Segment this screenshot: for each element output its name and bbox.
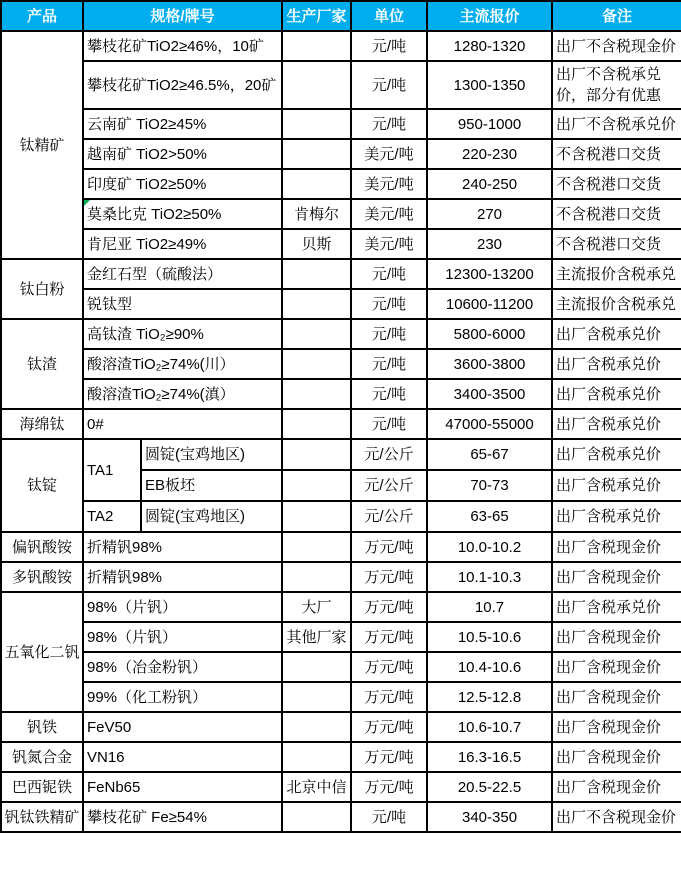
unit-cell: 万元/吨 xyxy=(351,532,427,562)
unit-cell: 元/吨 xyxy=(351,289,427,319)
note-cell: 不含税港口交货 xyxy=(552,139,681,169)
unit-cell: 元/吨 xyxy=(351,319,427,349)
unit-cell: 万元/吨 xyxy=(351,592,427,622)
table-row xyxy=(1,712,681,742)
maker-cell xyxy=(282,379,351,409)
spec-cell: 圆锭(宝鸡地区) xyxy=(141,501,282,532)
note-cell: 出厂不含税承兑价，部分有优惠 xyxy=(552,61,681,109)
note-cell: 不含税港口交货 xyxy=(552,199,681,229)
price-cell: 10.1-10.3 xyxy=(427,562,552,592)
spec-cell: 0# xyxy=(83,409,282,439)
product-cell: 多钒酸铵 xyxy=(1,562,83,592)
unit-cell: 元/吨 xyxy=(351,409,427,439)
note-cell: 出厂含税现金价 xyxy=(552,742,681,772)
maker-cell: 贝斯 xyxy=(282,229,351,259)
maker-cell xyxy=(282,501,351,532)
table-row xyxy=(1,31,681,61)
grade-cell: TA1 xyxy=(83,439,141,501)
grade-cell: TA2 xyxy=(83,501,141,532)
note-cell: 出厂含税现金价 xyxy=(552,652,681,682)
spec-cell: 肯尼亚 TiO2≥49% xyxy=(83,229,282,259)
col-header-unit: 单位 xyxy=(351,1,427,31)
price-cell: 3400-3500 xyxy=(427,379,552,409)
table-row xyxy=(1,349,681,379)
table-row xyxy=(1,592,681,622)
price-cell: 230 xyxy=(427,229,552,259)
maker-cell xyxy=(282,169,351,199)
note-cell: 不含税港口交货 xyxy=(552,229,681,259)
price-cell: 70-73 xyxy=(427,470,552,501)
maker-cell xyxy=(282,139,351,169)
spec-cell: 印度矿 TiO2≥50% xyxy=(83,169,282,199)
maker-cell xyxy=(282,802,351,832)
note-cell: 出厂含税承兑价 xyxy=(552,409,681,439)
price-cell: 20.5-22.5 xyxy=(427,772,552,802)
note-cell: 出厂含税现金价 xyxy=(552,772,681,802)
note-cell: 出厂含税现金价 xyxy=(552,622,681,652)
product-cell: 钛精矿 xyxy=(1,31,83,259)
spec-cell: VN16 xyxy=(83,742,282,772)
unit-cell: 万元/吨 xyxy=(351,742,427,772)
product-cell: 偏钒酸铵 xyxy=(1,532,83,562)
col-header-maker: 生产厂家 xyxy=(282,1,351,31)
price-cell: 12.5-12.8 xyxy=(427,682,552,712)
product-cell: 巴西铌铁 xyxy=(1,772,83,802)
note-cell: 出厂含税承兑价 xyxy=(552,439,681,470)
price-cell: 220-230 xyxy=(427,139,552,169)
price-cell: 1300-1350 xyxy=(427,61,552,109)
maker-cell xyxy=(282,319,351,349)
spec-cell xyxy=(83,199,282,229)
price-cell: 65-67 xyxy=(427,439,552,470)
maker-cell xyxy=(282,532,351,562)
spec-cell: 云南矿 TiO2≥45% xyxy=(83,109,282,139)
maker-cell xyxy=(282,109,351,139)
maker-cell xyxy=(282,289,351,319)
price-cell: 47000-55000 xyxy=(427,409,552,439)
spec-cell: 圆锭(宝鸡地区) xyxy=(141,439,282,470)
maker-cell xyxy=(282,349,351,379)
maker-cell: 肯梅尔 xyxy=(282,199,351,229)
unit-cell: 元/吨 xyxy=(351,109,427,139)
note-cell: 主流报价含税承兑 xyxy=(552,259,681,289)
price-cell: 12300-13200 xyxy=(427,259,552,289)
table-row xyxy=(1,109,681,139)
product-cell: 钛渣 xyxy=(1,319,83,409)
maker-cell: 其他厂家 xyxy=(282,622,351,652)
price-cell: 240-250 xyxy=(427,169,552,199)
price-cell: 950-1000 xyxy=(427,109,552,139)
unit-cell: 万元/吨 xyxy=(351,562,427,592)
unit-cell: 元/吨 xyxy=(351,61,427,109)
table-row xyxy=(1,562,681,592)
col-header-note: 备注 xyxy=(552,1,681,31)
note-cell: 主流报价含税承兑 xyxy=(552,289,681,319)
spec-cell: 折精钒98% xyxy=(83,532,282,562)
note-cell: 出厂含税现金价 xyxy=(552,712,681,742)
note-cell: 出厂含税承兑价 xyxy=(552,470,681,501)
note-cell: 出厂不含税现金价 xyxy=(552,31,681,61)
unit-cell: 元/公斤 xyxy=(351,439,427,470)
table-row xyxy=(1,289,681,319)
maker-cell xyxy=(282,409,351,439)
unit-cell: 元/吨 xyxy=(351,31,427,61)
price-cell: 3600-3800 xyxy=(427,349,552,379)
price-cell: 5800-6000 xyxy=(427,319,552,349)
product-cell: 钒铁 xyxy=(1,712,83,742)
table-row xyxy=(1,229,681,259)
spec-cell: 金红石型（硫酸法） xyxy=(83,259,282,289)
col-header-product: 产品 xyxy=(1,1,83,31)
note-cell: 出厂含税承兑价 xyxy=(552,379,681,409)
product-cell: 钒钛铁精矿 xyxy=(1,802,83,832)
product-cell: 钛锭 xyxy=(1,439,83,532)
price-cell: 16.3-16.5 xyxy=(427,742,552,772)
unit-cell: 美元/吨 xyxy=(351,169,427,199)
table-row xyxy=(1,682,681,712)
unit-cell: 元/公斤 xyxy=(351,470,427,501)
unit-cell: 万元/吨 xyxy=(351,622,427,652)
unit-cell: 元/吨 xyxy=(351,259,427,289)
maker-cell: 大厂 xyxy=(282,592,351,622)
maker-cell xyxy=(282,439,351,470)
spec-cell: 折精钒98% xyxy=(83,562,282,592)
note-cell: 出厂含税承兑价 xyxy=(552,592,681,622)
table-row xyxy=(1,169,681,199)
table-row xyxy=(1,532,681,562)
table-row xyxy=(1,622,681,652)
table-row xyxy=(1,409,681,439)
unit-cell: 元/公斤 xyxy=(351,501,427,532)
spec-cell: 高钛渣 TiO₂≥90% xyxy=(83,319,282,349)
note-cell: 出厂含税承兑价 xyxy=(552,349,681,379)
table-row xyxy=(1,139,681,169)
cell-comment-indicator xyxy=(84,200,90,206)
table-row xyxy=(1,802,681,832)
note-cell: 出厂含税现金价 xyxy=(552,532,681,562)
maker-cell xyxy=(282,470,351,501)
unit-cell: 万元/吨 xyxy=(351,682,427,712)
maker-cell: 北京中信 xyxy=(282,772,351,802)
product-cell: 钛白粉 xyxy=(1,259,83,319)
price-cell: 10600-11200 xyxy=(427,289,552,319)
spec-cell: 酸溶渣TiO₂≥74%(川） xyxy=(83,349,282,379)
price-cell: 10.5-10.6 xyxy=(427,622,552,652)
unit-cell: 元/吨 xyxy=(351,802,427,832)
spec-cell: 锐钛型 xyxy=(83,289,282,319)
maker-cell xyxy=(282,742,351,772)
price-cell: 270 xyxy=(427,199,552,229)
product-cell: 五氧化二钒 xyxy=(1,592,83,712)
price-cell: 1280-1320 xyxy=(427,31,552,61)
maker-cell xyxy=(282,61,351,109)
spec-cell: 98%（片钒） xyxy=(83,622,282,652)
unit-cell: 万元/吨 xyxy=(351,712,427,742)
table-row xyxy=(1,379,681,409)
spec-cell: 攀枝花矿 Fe≥54% xyxy=(83,802,282,832)
maker-cell xyxy=(282,259,351,289)
price-cell: 340-350 xyxy=(427,802,552,832)
note-cell: 不含税港口交货 xyxy=(552,169,681,199)
spec-cell: 98%（冶金粉钒） xyxy=(83,652,282,682)
maker-cell xyxy=(282,712,351,742)
spec-cell: 酸溶渣TiO₂≥74%(滇） xyxy=(83,379,282,409)
header-row xyxy=(1,1,681,31)
spec-cell: 99%（化工粉钒） xyxy=(83,682,282,712)
maker-cell xyxy=(282,652,351,682)
unit-cell: 美元/吨 xyxy=(351,229,427,259)
unit-cell: 元/吨 xyxy=(351,379,427,409)
unit-cell: 元/吨 xyxy=(351,349,427,379)
price-cell: 10.4-10.6 xyxy=(427,652,552,682)
table-row xyxy=(1,501,681,532)
unit-cell: 美元/吨 xyxy=(351,139,427,169)
table-row xyxy=(1,742,681,772)
table-row xyxy=(1,61,681,109)
note-cell: 出厂不含税承兑价 xyxy=(552,109,681,139)
unit-cell: 美元/吨 xyxy=(351,199,427,229)
maker-cell xyxy=(282,682,351,712)
note-cell: 出厂含税现金价 xyxy=(552,682,681,712)
maker-cell xyxy=(282,562,351,592)
note-cell: 出厂含税承兑价 xyxy=(552,319,681,349)
table-row xyxy=(1,319,681,349)
col-header-price: 主流报价 xyxy=(427,1,552,31)
spec-cell: 攀枝花矿TiO2≥46.5%，20矿 xyxy=(83,61,282,109)
spec-cell: FeV50 xyxy=(83,712,282,742)
spec-cell: EB板坯 xyxy=(141,470,282,501)
spec-cell: 攀枝花矿TiO2≥46%，10矿 xyxy=(83,31,282,61)
product-cell: 海绵钛 xyxy=(1,409,83,439)
note-cell: 出厂不含税现金价 xyxy=(552,802,681,832)
table-row xyxy=(1,259,681,289)
note-cell: 出厂含税现金价 xyxy=(552,562,681,592)
note-cell: 出厂含税承兑价 xyxy=(552,501,681,532)
price-cell: 10.6-10.7 xyxy=(427,712,552,742)
table-row xyxy=(1,439,681,470)
spec-cell: FeNb65 xyxy=(83,772,282,802)
spec-text: 莫桑比克 TiO2≥50% xyxy=(87,205,222,223)
table-row xyxy=(1,652,681,682)
spec-cell: 越南矿 TiO2>50% xyxy=(83,139,282,169)
spec-cell: 98%（片钒） xyxy=(83,592,282,622)
table-row xyxy=(1,772,681,802)
unit-cell: 万元/吨 xyxy=(351,772,427,802)
maker-cell xyxy=(282,31,351,61)
col-header-spec: 规格/牌号 xyxy=(83,1,282,31)
table-row xyxy=(1,199,681,229)
price-cell: 10.0-10.2 xyxy=(427,532,552,562)
price-cell: 10.7 xyxy=(427,592,552,622)
product-cell: 钒氮合金 xyxy=(1,742,83,772)
price-cell: 63-65 xyxy=(427,501,552,532)
unit-cell: 万元/吨 xyxy=(351,652,427,682)
